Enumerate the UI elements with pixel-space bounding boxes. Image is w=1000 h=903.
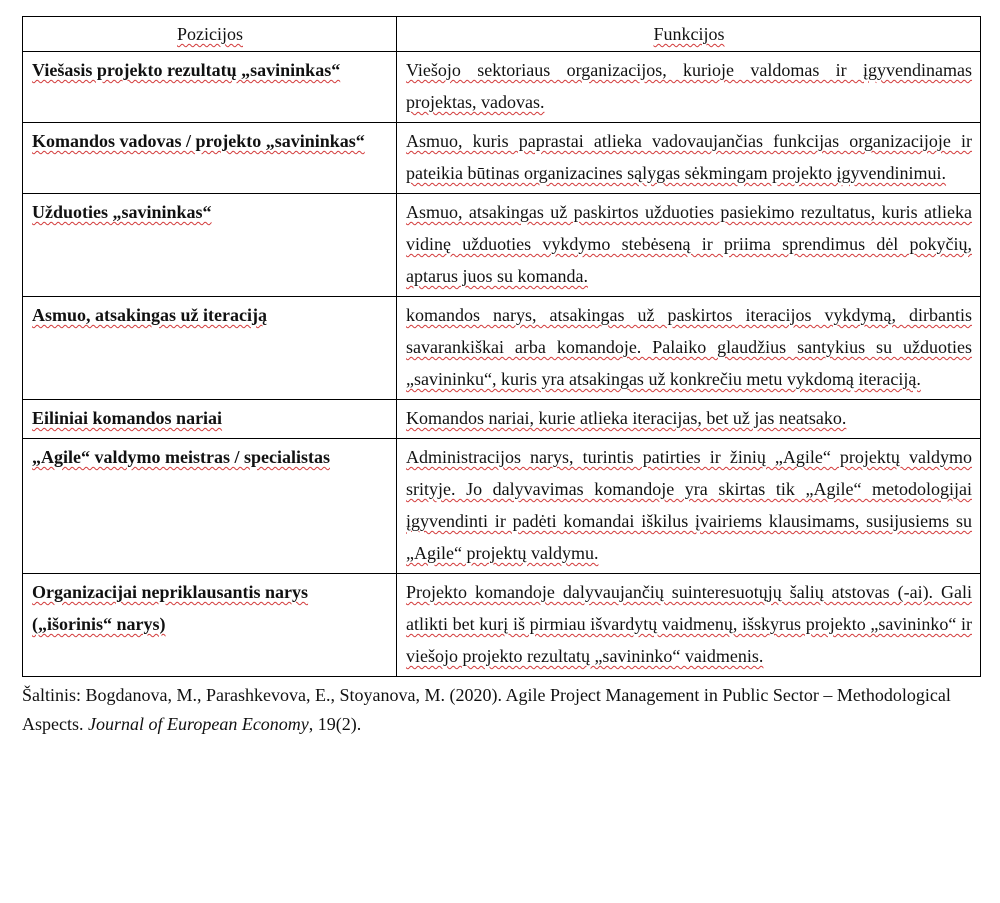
table-header-row <box>23 17 981 52</box>
function-cell: Komandos nariai, kurie atlieka iteracijas, bet už jas neatsako. <box>397 400 981 439</box>
table-row <box>23 52 981 123</box>
source-tail: , 19(2). <box>308 714 362 734</box>
table-row <box>23 123 981 194</box>
column-header-functions: Funkcijos <box>397 17 981 52</box>
table-row <box>23 194 981 297</box>
source-citation <box>22 681 980 739</box>
table-row <box>23 439 981 574</box>
source-lead: Šaltinis: Bogdanova, M., Parashkevova, E., Stoyanova, M. (2020). Agile Project Management in Public Sector – Methodological Aspects. <box>22 685 951 734</box>
function-cell: Projekto komandoje dalyvaujančių suinteresuotųjų šalių atstovas (-ai). Gali atlikti bet kurį iš pirmiau išvardytų vaidmenų, išskyrus projekto „savininko“ ir viešojo projekto rezultatų „savininko“ vaidmenis. <box>397 574 981 677</box>
source-journal: Journal of European Economy <box>88 714 309 734</box>
function-cell: Viešojo sektoriaus organizacijos, kurioje valdomas ir įgyvendinamas projektas, vadovas. <box>397 52 981 123</box>
document <box>22 16 980 739</box>
function-cell: Administracijos narys, turintis patirties ir žinių „Agile“ projektų valdymo srityje. Jo dalyvavimas komandoje yra skirtas tik „Agile“ metodologijai įgyvendinti ir padėti komandai iškilus įvairiems klausimams, susijusiems su „Agile“ projektų valdymu. <box>397 439 981 574</box>
position-cell: Eiliniai komandos nariai <box>23 400 397 439</box>
position-cell: Organizacijai nepriklausantis narys („išorinis“ narys) <box>23 574 397 677</box>
function-cell: Asmuo, kuris paprastai atlieka vadovaujančias funkcijas organizacijoje ir pateikia būtinas organizacines sąlygas sėkmingam projekto įgyvendinimui. <box>397 123 981 194</box>
position-cell: „Agile“ valdymo meistras / specialistas <box>23 439 397 574</box>
function-cell: komandos narys, atsakingas už paskirtos iteracijos vykdymą, dirbantis savarankiškai arba komandoje. Palaiko glaudžius santykius su užduoties „savininku“, kuris yra atsakingas už konkrečiu metu vykdomą iteraciją. <box>397 297 981 400</box>
column-header-positions: Pozicijos <box>23 17 397 52</box>
table-row <box>23 574 981 677</box>
position-cell: Asmuo, atsakingas už iteraciją <box>23 297 397 400</box>
position-cell: Komandos vadovas / projekto „savininkas“ <box>23 123 397 194</box>
function-cell: Asmuo, atsakingas už paskirtos užduoties pasiekimo rezultatus, kuris atlieka vidinę užduoties vykdymo stebėseną ir priima sprendimus dėl pokyčių, aptarus juos su komanda. <box>397 194 981 297</box>
position-cell: Viešasis projekto rezultatų „savininkas“ <box>23 52 397 123</box>
table-row <box>23 400 981 439</box>
position-cell: Užduoties „savininkas“ <box>23 194 397 297</box>
table-row <box>23 297 981 400</box>
roles-table <box>22 16 981 677</box>
